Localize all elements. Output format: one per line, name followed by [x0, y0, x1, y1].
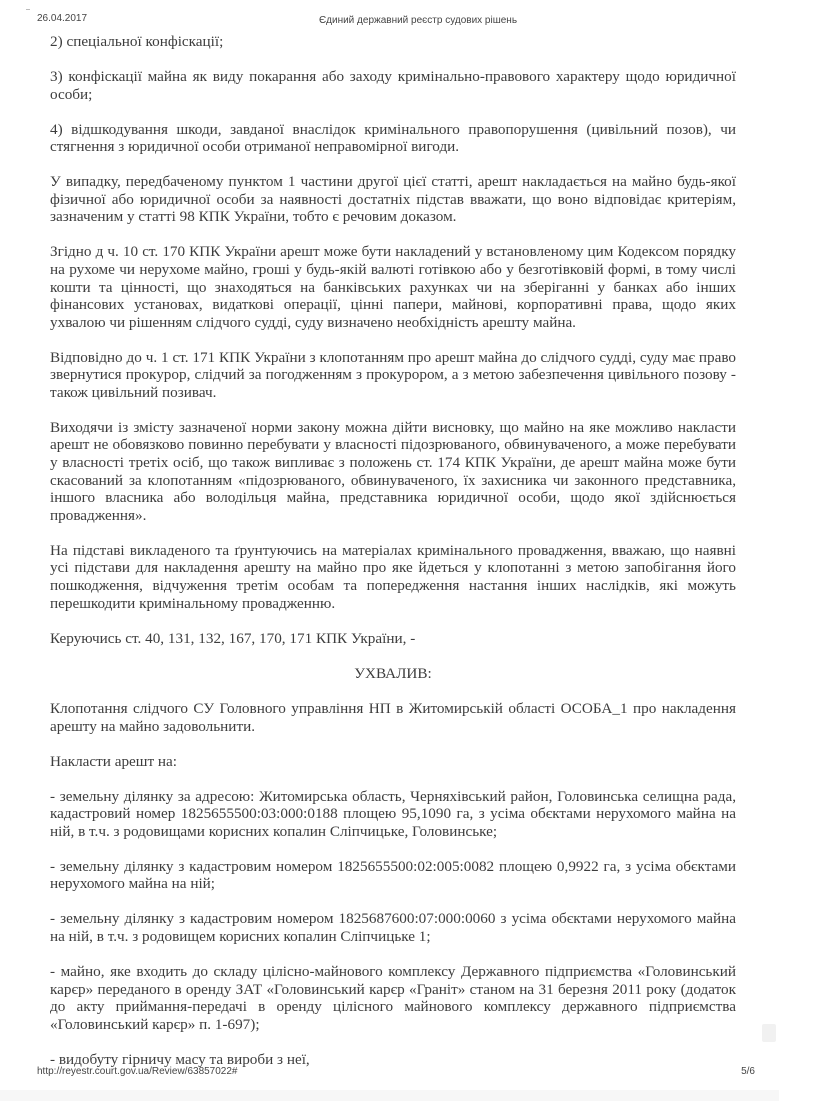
resolution-heading: УХВАЛИВ: [354, 664, 432, 682]
list-item-land-plot-1: - земельну ділянку за адресою: Житомирська область, Черняхівський район, Головинська селищна рада, кадастровий номер 1825655500:03:000:0188 площею 95,1090 га, з усіма обєктами нерухомого майна на ній, в т.ч. з родовищами корисних копалин Сліпчицьке, Головинське; [50, 787, 736, 840]
paragraph-special-confiscation: 2) спеціальної конфіскації; [50, 33, 224, 50]
scan-artifact [762, 1024, 776, 1042]
list-item-land-plot-2: - земельну ділянку з кадастровим номером 1825655500:02:005:0082 площею 0,9922 га, з усіма обєктами нерухомого майна на ній; [50, 857, 736, 893]
paragraph-guided-by: Керуючись ст. 40, 131, 132, 167, 170, 171 КПК України, - [50, 629, 416, 647]
paragraph-grounds: На підставі викладеного та ґрунтуючись на матеріалах кримінального провадження, вважаю, що наявні усі підстави для накладення арешту на майно про яке йдеться у клопотанні з метою запобігання його пошкодження, відчуження третім особам та попередження настання інших наслідків, які можуть перешкодити кримінальному провадженню. [50, 541, 736, 612]
paragraph-art-171: Відповідно до ч. 1 ст. 171 КПК України з клопотанням про арешт майна до слідчого судді, суду має право звернутися прокурор, слідчий за погодженням з прокурором, а з метою забезпечення цивільного позову - також цивільний позивач. [50, 348, 736, 401]
paragraph-confiscation-legal-entity: 3) конфіскації майна як виду покарання або заходу кримінально-правового характеру щодо юридичної особи; [50, 67, 736, 103]
paragraph-case-point-1: У випадку, передбаченому пунктом 1 частини другої цієї статті, арешт накладається на майно будь-якої фізичної або юридичної особи за наявності достатніх підстав вважати, що воно відповідає критеріям, зазначеним у статті 98 КПК України, тобто є речовим доказом. [50, 173, 736, 226]
paragraph-impose-arrest: Накласти арешт на: [50, 752, 178, 770]
list-item-land-plot-3: - земельну ділянку з кадастровим номером 1825687600:07:000:0060 з усіма обєктами нерухомого майна на ній, в т.ч. з родовищем корисних копалин Сліпчицьке 1; [50, 910, 736, 946]
page-bottom-edge [0, 1090, 779, 1101]
scan-mark [26, 9, 30, 10]
paragraph-art-170: Згідно д ч. 10 ст. 170 КПК України арешт може бути накладений у встановленому цим Кодексом порядку на рухоме чи нерухоме майно, гроші у будь-якій валюті готівкою або у безготівковій формі, в тому числі кошти та цінності, що знаходяться на банківських рахунках чи на зберіганні у банках або інших фінансових установах, видаткові операції, цінні папери, майнові, корпоративні права, щодо яких ухвалою чи рішенням слідчого судді, суду визначено необхідність арешту майна. [50, 243, 736, 331]
paragraph-motion-granted: Клопотання слідчого СУ Головного управління НП в Житомирській області ОСОБА_1 про накладення арешту на майно задовольнити. [50, 700, 736, 735]
page-header [37, 13, 779, 27]
list-item-mined-mass: - видобуту гірничу масу та вироби з неї, [50, 1050, 310, 1068]
source-url: http://reyestr.court.gov.ua/Review/63857022# [37, 1066, 238, 1077]
paragraph-damages: 4) відшкодування шкоди, завданої внаслідок кримінального правопорушення (цивільний позов), чи стягнення з юридичної особи отриманої неправомірної вигоди. [50, 120, 736, 156]
document-body [50, 33, 736, 1068]
paragraph-conclusion-third-parties: Виходячи із змісту зазначеної норми закону можна дійти висновку, що майно на яке можливо накласти арешт не обовязково повинно перебувати у власності підозрюваного, обвинуваченого, а може перебувати у власності третіх осіб, що також випливає з положень ст. 174 КПК України, де арешт майна може бути скасований за клопотанням «підозрюваного, обвинуваченого, їх захисника чи законного представника, іншого власника або володільця майна, представника юридичної особи, щодо якої здійснюється провадження». [50, 418, 736, 524]
list-item-property-complex: - майно, яке входить до складу цілісно-майнового комплексу Державного підприємства «Головинський карєр» переданого в оренду ЗАТ «Головинський карєр «Граніт» станом на 31 березня 2011 року (додаток до акту приймання-передачі в оренду цілісного майнового комплексу державного підприємства «Головинський карєр» п. 1-697); [50, 963, 736, 1033]
print-date: 26.04.2017 [37, 13, 88, 24]
page-number: 5/6 [741, 1066, 755, 1077]
registry-title: Єдиний державний реєстр судових рішень [318, 15, 518, 26]
